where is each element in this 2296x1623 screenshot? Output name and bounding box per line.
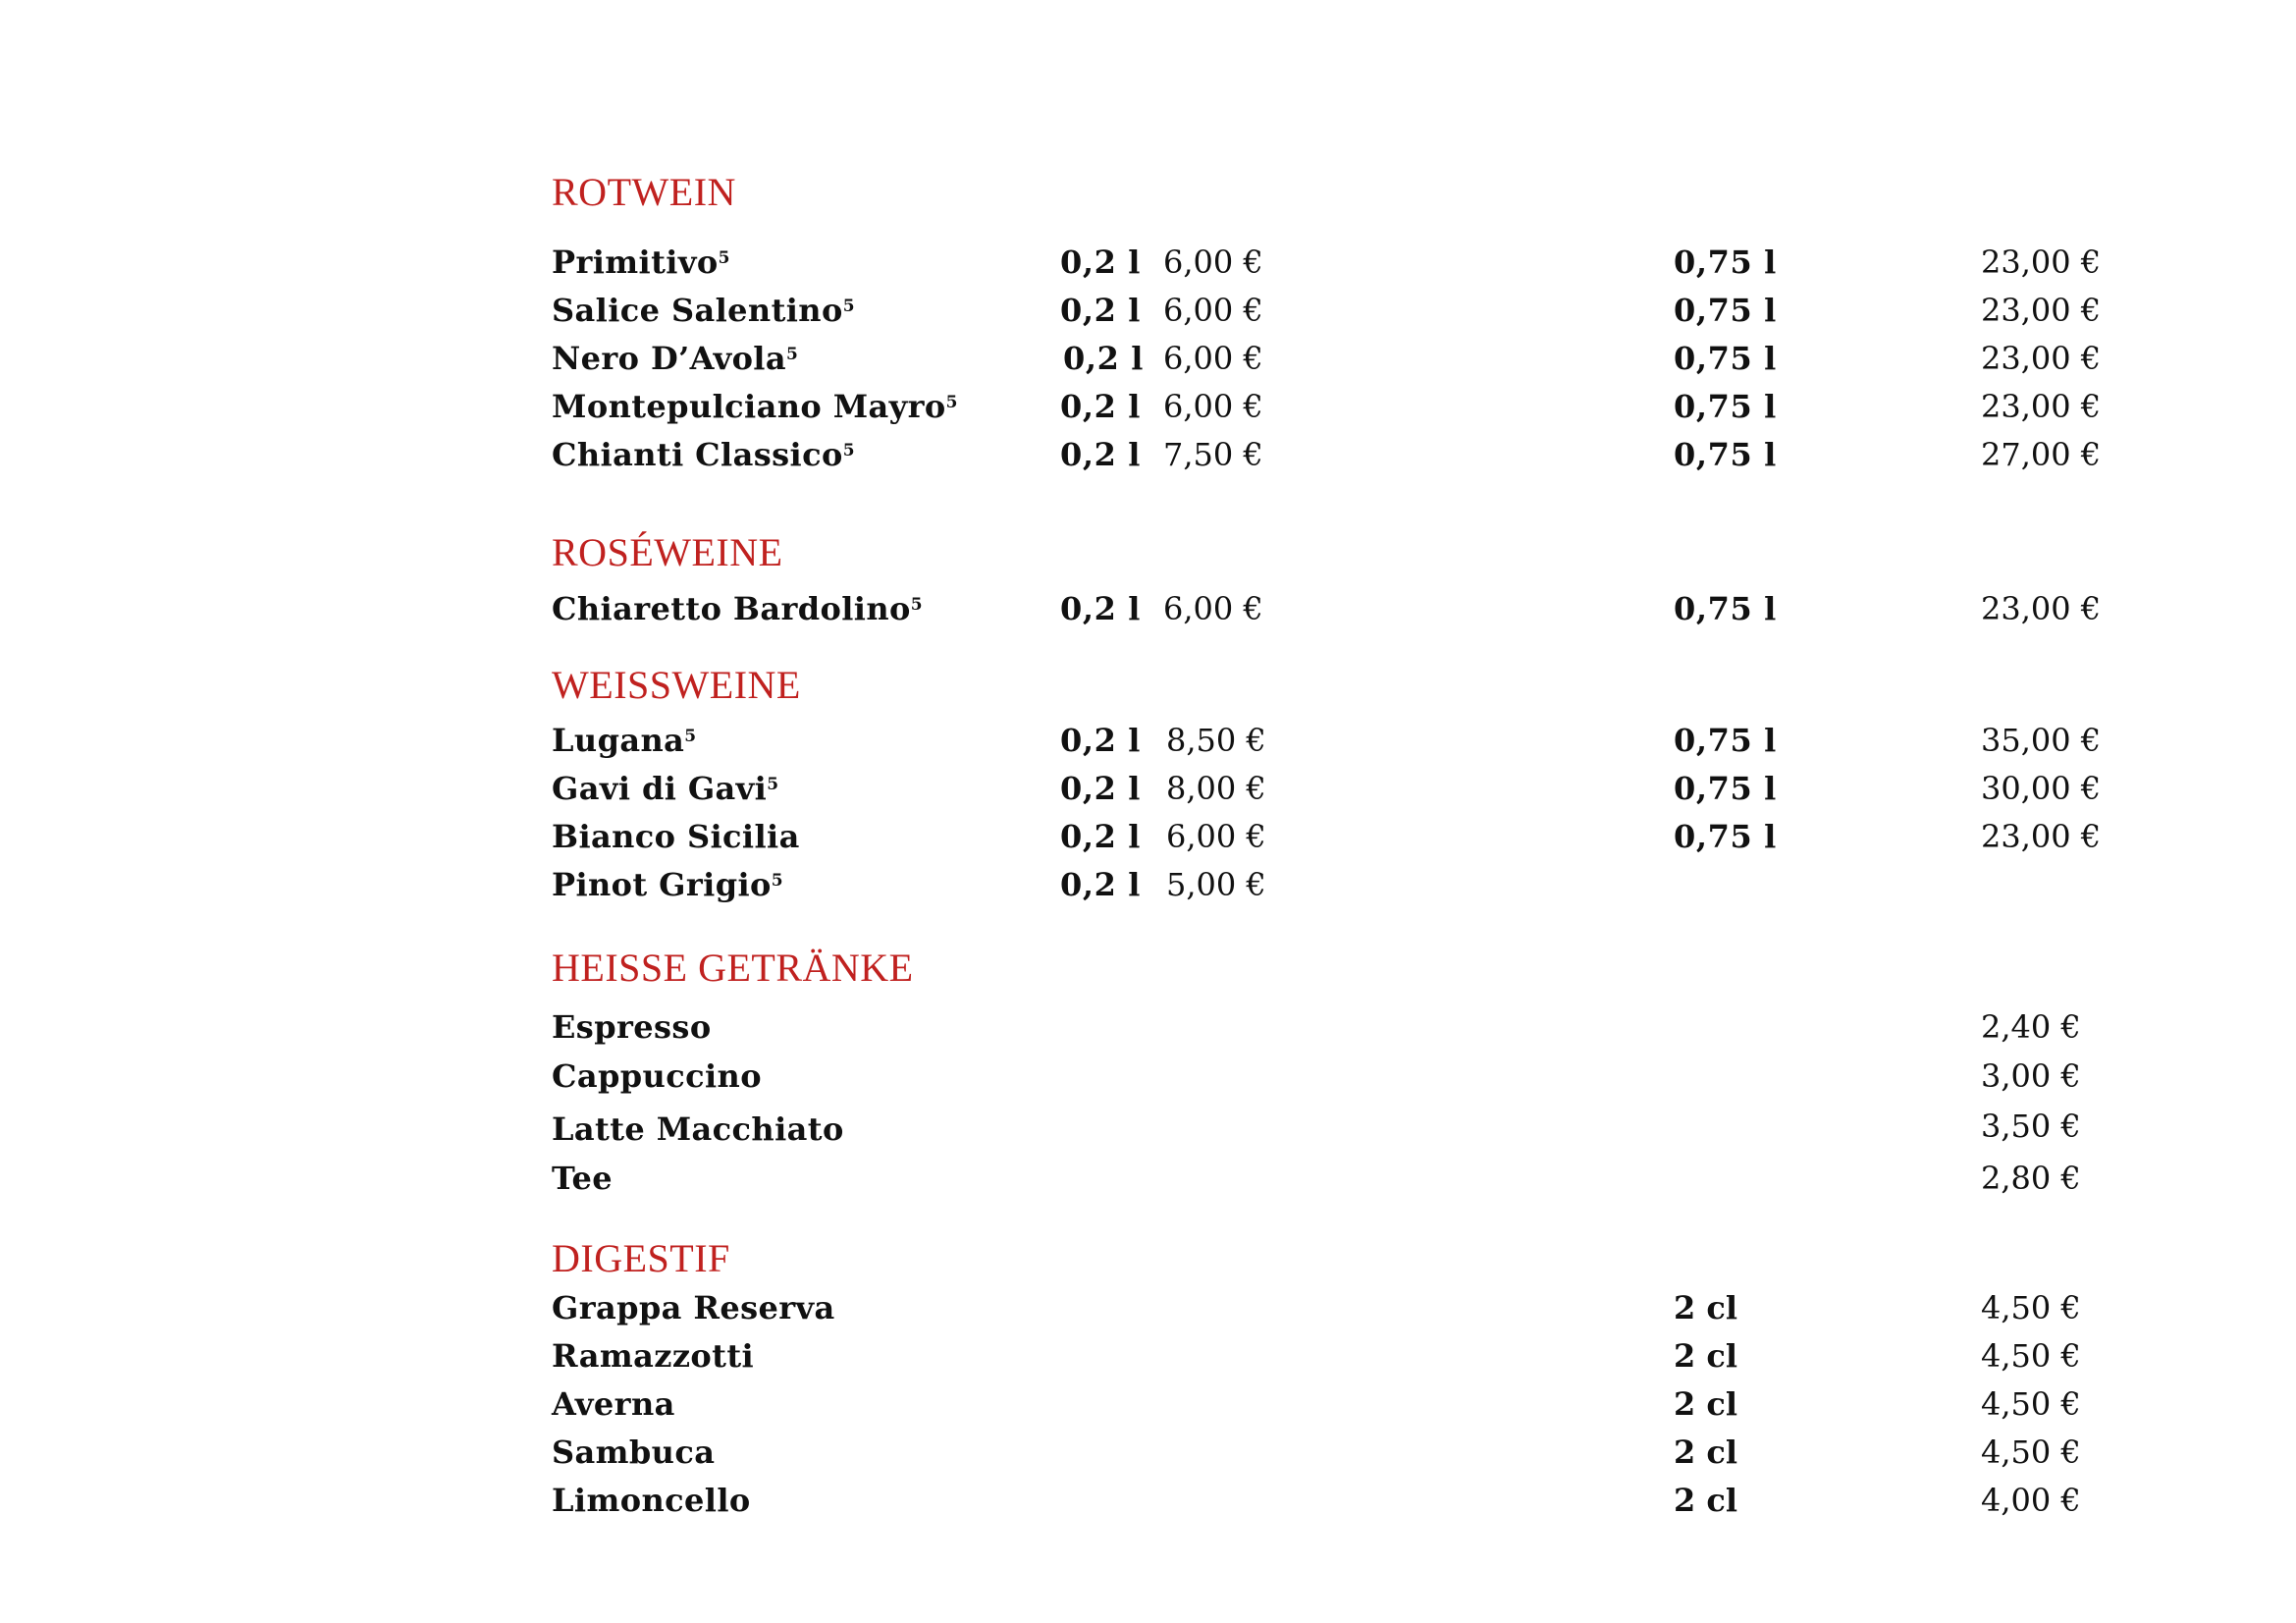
section-heading-digestif: DIGESTIF (552, 1236, 730, 1280)
item-name: Sambuca (552, 1434, 716, 1471)
item-name: Limoncello (552, 1482, 751, 1519)
footnote-marker: 5 (786, 345, 799, 364)
glass-size: 0,2 l (1060, 292, 1141, 329)
section-heading-heisse-getraenke: HEISSE GETRÄNKE (552, 946, 914, 990)
footnote-marker: 5 (842, 441, 855, 460)
item-name (552, 435, 855, 474)
item-name-text: Lugana (552, 722, 685, 759)
item-size: 2 cl (1674, 1434, 1738, 1471)
menu-item: Primitivo$^5$ 0,2 l 6,00 € 0,75 l 23,00 € (552, 243, 2102, 281)
item-name: Tee (552, 1160, 614, 1197)
footnote-marker: 5 (684, 727, 697, 746)
item-name-text: Montepulciano Mayro (552, 388, 946, 425)
item-name: Averna (552, 1385, 675, 1423)
item-price: 3,00 € (1981, 1057, 2081, 1095)
menu-item: Nero D’Avola$^5$ 0,2 l 6,00 € 0,75 l 23,00 € (552, 340, 2102, 377)
item-price: 2,80 € (1981, 1160, 2081, 1197)
item-name-text: Gavi di Gavi (552, 770, 768, 807)
menu-item: Gavi di Gavi$^5$ 0,2 l 8,00 € 0,75 l 30,00 € (552, 770, 2102, 807)
glass-size: 0,2 l (1060, 770, 1141, 807)
item-size: 2 cl (1674, 1289, 1738, 1326)
item-price: 4,50 € (1981, 1337, 2081, 1375)
section-heading-weissweine: WEISSWEINE (552, 663, 801, 707)
item-name-text: Chiaretto Bardolino (552, 590, 911, 627)
item-name-text: Bianco Sicilia (552, 818, 800, 855)
item-name (552, 387, 958, 426)
section-heading-roseweine: ROSÉWEINE (552, 530, 783, 574)
bottle-price: 27,00 € (1981, 436, 2102, 473)
glass-size: 0,2 l (1060, 243, 1141, 281)
bottle-size: 0,75 l (1674, 770, 1777, 807)
item-price: 4,50 € (1981, 1385, 2081, 1423)
bottle-size: 0,75 l (1674, 292, 1777, 329)
item-name (552, 339, 798, 378)
item-size: 2 cl (1674, 1385, 1738, 1423)
glass-size: 0,2 l (1060, 388, 1141, 425)
bottle-size: 0,75 l (1674, 436, 1777, 473)
bottle-size: 0,75 l (1674, 340, 1777, 377)
glass-size: 0,2 l (1060, 590, 1141, 627)
menu-item: Montepulciano Mayro$^5$ 0,2 l 6,00 € 0,75 l 23,00 € (552, 388, 2102, 425)
footnote-marker: 5 (767, 775, 779, 794)
item-name (552, 243, 730, 282)
menu-item: Bianco Sicilia 0,2 l 6,00 € 0,75 l 23,00 € (552, 818, 2102, 855)
menu-item (0, 1433, 2296, 1472)
bottle-price: 23,00 € (1981, 388, 2102, 425)
menu-item: Lugana$^5$ 0,2 l 8,50 € 0,75 l 35,00 € (552, 722, 2102, 759)
item-name (552, 817, 800, 856)
item-size: 2 cl (1674, 1482, 1738, 1519)
glass-size: 0,2 l (1060, 866, 1141, 903)
item-price: 4,50 € (1981, 1289, 2081, 1326)
item-name-text: Primitivo (552, 243, 719, 281)
footnote-marker: 5 (842, 297, 855, 316)
menu-item (0, 1056, 2296, 1096)
item-name-text: Pinot Grigio (552, 866, 772, 903)
item-name (552, 721, 697, 760)
item-name (552, 769, 778, 808)
menu-item: Salice Salentino$^5$ 0,2 l 6,00 € 0,75 l 23,00 € (552, 292, 2102, 329)
item-name (552, 291, 855, 330)
item-price: 3,50 € (1981, 1108, 2081, 1145)
item-name: Grappa Reserva (552, 1289, 835, 1326)
glass-size: 0,2 l (1060, 722, 1141, 759)
glass-size: 0,2 l (1060, 436, 1141, 473)
item-name-text: Salice Salentino (552, 292, 843, 329)
menu-item (0, 1288, 2296, 1327)
item-name: Ramazzotti (552, 1337, 755, 1375)
bottle-size: 0,75 l (1674, 388, 1777, 425)
menu-item: Chiaretto Bardolino$^5$ 0,2 l 6,00 € 0,75 l 23,00 € (552, 590, 2102, 627)
item-name (552, 589, 923, 628)
footnote-marker: 5 (945, 393, 958, 412)
item-price: 4,00 € (1981, 1482, 2081, 1519)
item-name-text: Nero D’Avola (552, 340, 787, 377)
menu-item (0, 1481, 2296, 1520)
menu-item (0, 1109, 2296, 1149)
section-heading-rotwein: ROTWEIN (552, 170, 736, 214)
bottle-price: 23,00 € (1981, 340, 2102, 377)
item-size: 2 cl (1674, 1337, 1738, 1375)
item-price: 4,50 € (1981, 1434, 2081, 1471)
bottle-price: 23,00 € (1981, 818, 2102, 855)
item-name: Espresso (552, 1008, 712, 1046)
item-name (552, 865, 783, 904)
bottle-price: 23,00 € (1981, 292, 2102, 329)
menu-item: Pinot Grigio$^5$ 0,2 l 5,00 € (552, 866, 1266, 903)
footnote-marker: 5 (910, 595, 924, 615)
bottle-price: 23,00 € (1981, 590, 2102, 627)
glass-size: 0,2 l (1060, 818, 1141, 855)
bottle-price: 30,00 € (1981, 770, 2102, 807)
item-name: Cappuccino (552, 1057, 762, 1095)
bottle-size: 0,75 l (1674, 818, 1777, 855)
footnote-marker: 5 (771, 871, 784, 891)
menu-item (0, 1159, 2296, 1198)
bottle-size: 0,75 l (1674, 590, 1777, 627)
menu-item (0, 1007, 2296, 1047)
item-name: Latte Macchiato (552, 1110, 844, 1148)
menu-item: Chianti Classico$^5$ 0,2 l 7,50 € 0,75 l 27,00 € (552, 436, 2102, 473)
footnote-marker: 5 (718, 248, 730, 268)
menu-item (0, 1336, 2296, 1376)
bottle-price: 23,00 € (1981, 243, 2102, 281)
bottle-size: 0,75 l (1674, 243, 1777, 281)
glass-size: 0,2 l (1063, 340, 1144, 377)
item-price: 2,40 € (1981, 1008, 2081, 1046)
bottle-size: 0,75 l (1674, 722, 1777, 759)
bottle-price: 35,00 € (1981, 722, 2102, 759)
item-name-text: Chianti Classico (552, 436, 843, 473)
menu-item (0, 1384, 2296, 1424)
